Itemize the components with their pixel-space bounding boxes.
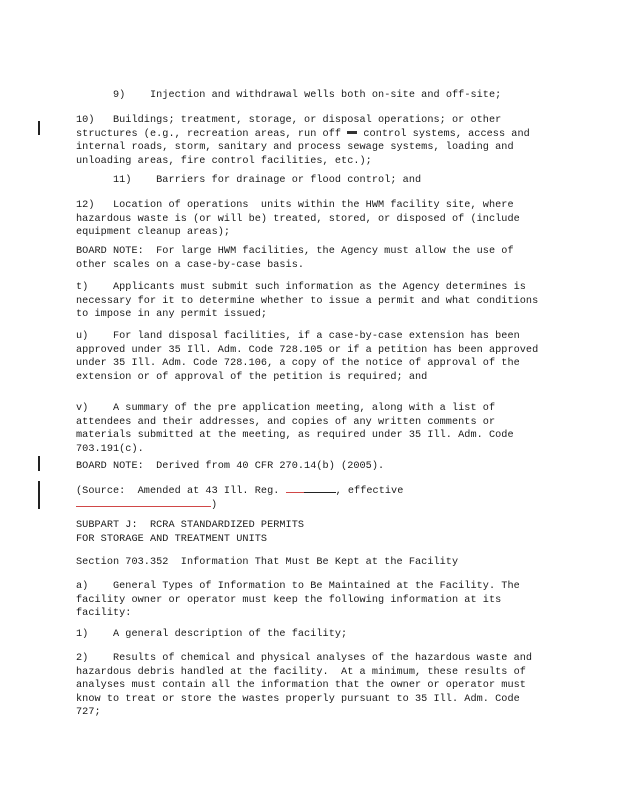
board-note-derived: BOARD NOTE: Derived from 40 CFR 270.14(b) (2005). — [76, 461, 385, 472]
item-10-text-start: 10) Buildings; treatment, storage, or disposal operations; or other structures (e.g., recreation areas, run off — [76, 115, 508, 140]
item-11: 11) Barriers for drainage or flood control; and — [113, 175, 422, 186]
subsection-u: u) For land disposal facilities, if a case-by-case extension has been approved under 35 Ill. Adm. Code 728.105 or if a petition has been approved under 35 Ill. Adm. Code 728.106, a copy of the notice of approval of the extension or of approval of the petition is required; and — [76, 331, 545, 383]
item-12: 12) Location of operations units within the HWM facility site, where hazardous waste is (or will be) treated, stored, or disposed of (include equipment cleanup areas); — [76, 200, 526, 238]
change-bar — [38, 456, 40, 471]
register-page-blank-red — [286, 492, 304, 493]
section-heading: Section 703.352 Information That Must Be Kept at the Facility — [76, 557, 459, 568]
item-1: 1) A general description of the facility; — [76, 629, 348, 640]
change-bar — [38, 121, 40, 135]
source-note-effective: , effective — [335, 486, 404, 497]
effective-date-blank — [76, 506, 211, 507]
subsection-v: v) A summary of the pre application meeting, along with a list of attendees and their addresses, and copies of any written comments or materials submitted at the meeting, as required under 35 Ill. Adm. Code 703.191(c). — [76, 403, 520, 455]
item-10 — [76, 114, 546, 168]
subsection-t: t) Applicants must submit such information as the Agency determines is necessary for it to determine whether to issue a permit and what conditions to impose in any permit issued; — [76, 282, 545, 320]
source-note: (Source: Amended at 43 Ill. Reg. , effective ) — [76, 486, 404, 511]
board-note-large-facilities: BOARD NOTE: For large HWM facilities, the Agency must allow the use of other scales on a case-by-case basis. — [76, 246, 520, 271]
change-bar — [38, 481, 40, 509]
register-page-blank — [304, 492, 336, 493]
item-9: 9) Injection and withdrawal wells both on-site and off-site; — [113, 90, 502, 101]
redaction-mark — [347, 131, 357, 134]
item-2: 2) Results of chemical and physical analyses of the hazardous waste and hazardous debris handled at the facility. At a minimum, these results of analyses must contain all the information that the owner or operator must know to treat or store the wastes properly pursuant to 35 Ill. Adm. Code 727; — [76, 653, 539, 718]
source-note-text: (Source: Amended at 43 Ill. Reg. — [76, 486, 286, 497]
item-10-text-end: control systems, access and internal roads, storm, sanitary and process sewage systems, loading and unloading areas, fire control facilities, etc.); — [76, 128, 536, 167]
subpart-heading: SUBPART J: RCRA STANDARDIZED PERMITS FOR STORAGE AND TREATMENT UNITS — [76, 520, 305, 545]
subsection-a: a) General Types of Information to Be Maintained at the Facility. The facility owner or operator must keep the following information at its facility: — [76, 581, 526, 619]
